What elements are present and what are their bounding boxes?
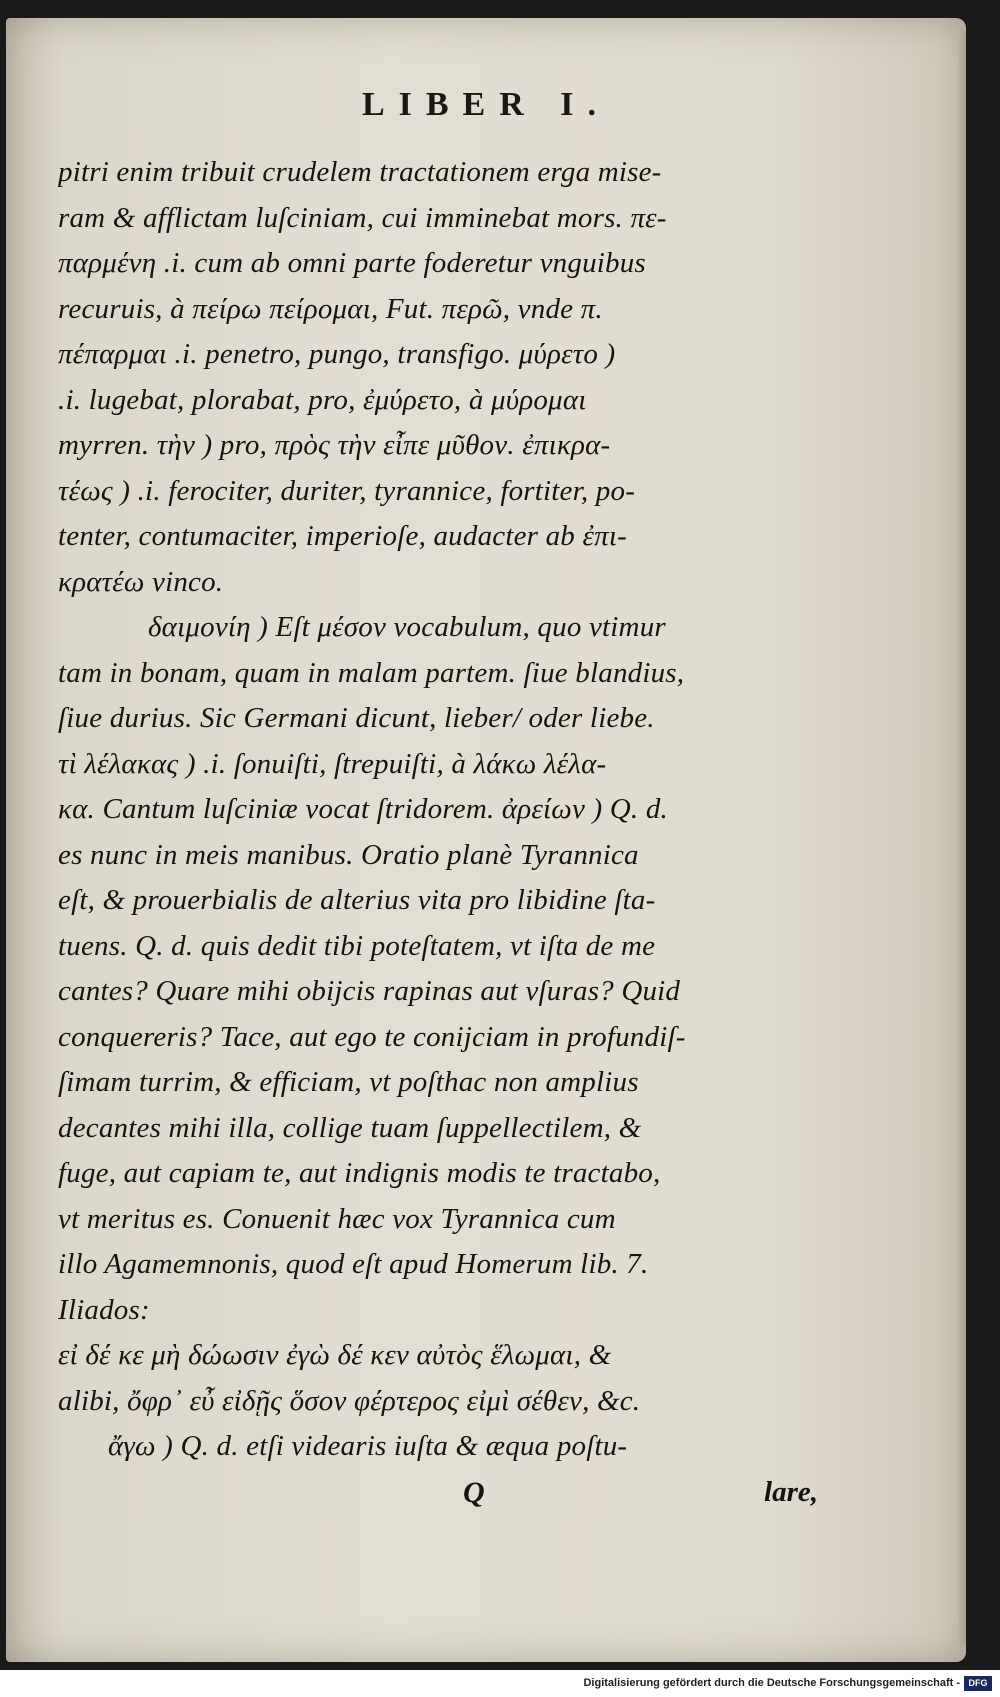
page-edge bbox=[958, 28, 966, 1648]
quote-line: alibi, ὄφρ᾽ εὖ εἰδῇς ὅσον φέρτερος εἰμὶ σέθεν, &c. bbox=[58, 1384, 641, 1417]
text-line: tuens. Q. d. quis dedit tibi poteſtatem, vt iſta de me bbox=[58, 929, 656, 962]
text-line: conquereris? Tace, aut ego te conijciam in profundiſ- bbox=[58, 1020, 686, 1053]
text-line: κα. Cantum luſciniæ vocat ſtridorem. ἀρείων ) Q. d. bbox=[58, 793, 668, 825]
text-line: τὶ λέλακας ) .i. ſonuiſti, ſtrepuiſti, à λάκω λέλα- bbox=[58, 747, 607, 780]
funding-text: Digitalisierung gefördert durch die Deutsche Forschungsgemeinschaft - bbox=[583, 1677, 960, 1689]
text-line: πέπαρμαι .i. penetro, pungo, transfigo. μύρετο ) bbox=[58, 338, 616, 370]
text-line: illo Agamemnonis, quod eſt apud Homerum lib. 7. bbox=[58, 1248, 649, 1280]
catchword: lare, bbox=[764, 1475, 818, 1508]
text-line: myrren. τὴν ) pro, πρὸς τὴν εἶπε μῦθον. ἐπικρα- bbox=[58, 429, 611, 461]
text-line: ram & afflictam luſciniam, cui imminebat mors. πε- bbox=[58, 201, 667, 234]
quote-line: εἰ δέ κε μὴ δώωσιν ἐγὼ δέ κεν αὐτὸς ἕλωμαι, & bbox=[58, 1339, 612, 1371]
text-line: vt meritus es. Conuenit hæc vox Tyrannica cum bbox=[58, 1202, 616, 1235]
page-foot-row bbox=[58, 1470, 818, 1516]
text-line: .i. lugebat, plorabat, pro, ἐμύρετο, à μύρομαι bbox=[58, 383, 587, 416]
running-header: LIBER I. bbox=[361, 86, 611, 123]
text-line: δαιμονίη ) Eſt μέσον vocabulum, quo vtimur bbox=[148, 611, 666, 643]
text-line: Iliados: bbox=[58, 1293, 150, 1326]
text-line: eſt, & prouerbialis de alterius vita pro libidine ſta- bbox=[58, 884, 656, 916]
text-line: fuge, aut capiam te, aut indignis modis te tractabo, bbox=[58, 1157, 661, 1189]
text-line: παρμένη .i. cum ab omni parte foderetur vnguibus bbox=[58, 247, 646, 279]
funding-footer bbox=[0, 1670, 1000, 1697]
text-line: κρατέω vinco. bbox=[58, 565, 224, 598]
text-line: decantes mihi illa, collige tuam ſuppellectilem, & bbox=[58, 1111, 642, 1144]
dfg-logo-icon: DFG bbox=[964, 1676, 992, 1691]
text-line: tam in bonam, quam in malam partem. ſiue blandius, bbox=[58, 656, 685, 689]
text-line: recuruis, à πείρω πείρομαι, Fut. περῶ, vnde π. bbox=[58, 292, 603, 325]
text-line: cantes? Quare mihi obijcis rapinas aut vſuras? Quid bbox=[58, 975, 681, 1007]
text-line: ſimam turrim, & efficiam, vt poſthac non amplius bbox=[58, 1066, 639, 1098]
text-line: tenter, contumaciter, imperioſe, audacter ab ἐπι- bbox=[58, 520, 627, 552]
text-line: τέως ) .i. ferociter, duriter, tyrannice, fortiter, po- bbox=[58, 474, 636, 507]
book-page bbox=[6, 18, 966, 1662]
text-line: ἄγω ) Q. d. etſi videaris iuſta & æqua poſtu- bbox=[108, 1430, 628, 1462]
text-line: ſiue durius. Sic Germani dicunt, lieber/ oder liebe. bbox=[58, 702, 655, 734]
text-line: pitri enim tribuit crudelem tractationem erga mise- bbox=[58, 156, 662, 188]
main-text bbox=[58, 150, 818, 1515]
signature-mark: Q bbox=[463, 1475, 485, 1509]
text-line: es nunc in meis manibus. Oratio planè Tyrannica bbox=[58, 838, 639, 871]
